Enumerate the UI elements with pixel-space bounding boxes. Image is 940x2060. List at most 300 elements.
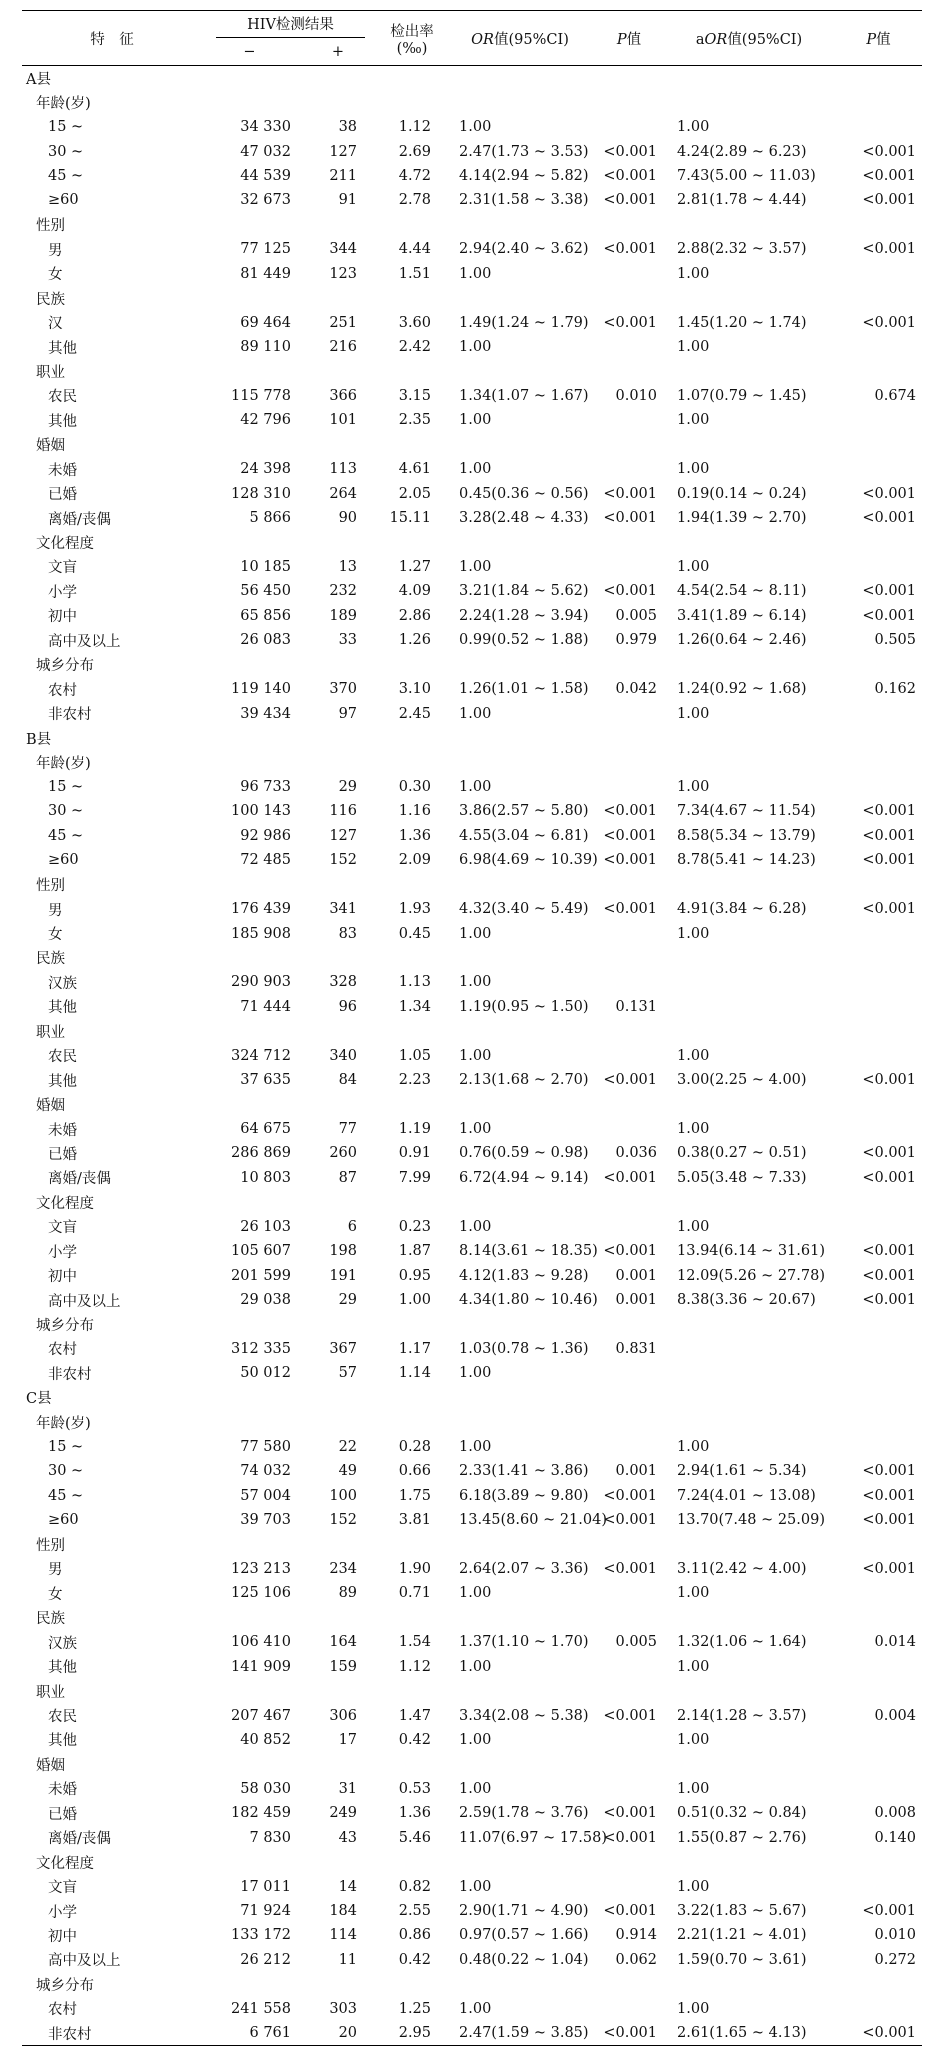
cell-rate: [379, 213, 445, 237]
cell-adjusted-p-value: <0.001: [862, 1463, 917, 1480]
cell-adjusted-p-value: <0.001: [862, 241, 917, 258]
cell-rate: [379, 530, 445, 554]
cell-adjusted-p-value: [835, 1874, 922, 1898]
cell-negative: 64 675: [240, 1121, 291, 1138]
cell-rate: 4.09: [398, 583, 432, 600]
cell-aor-ci: 3.22(1.83 ~ 5.67): [677, 1903, 807, 1920]
level-label: 初中: [48, 1269, 77, 1286]
cell-aor-ci: 8.58(5.34 ~ 13.79): [677, 827, 816, 844]
level-label: 其他: [48, 340, 77, 357]
cell-positive: [297, 433, 379, 457]
cell-negative: [202, 872, 297, 896]
cell-p-value: 0.010: [615, 387, 658, 404]
cell-p-value: [595, 1117, 663, 1141]
cell-aor-ci: [663, 359, 835, 383]
cell-or-ci: 0.76(0.59 ~ 0.98): [459, 1145, 589, 1162]
cell-negative: [202, 750, 297, 774]
cell-negative: [202, 1679, 297, 1703]
level-label: ≥60: [48, 852, 79, 869]
cell-p-value: [595, 66, 663, 91]
cell-or-ci: [445, 1850, 595, 1874]
cell-aor-ci: 4.24(2.89 ~ 6.23): [677, 143, 807, 160]
cell-p-value: [595, 775, 663, 799]
cell-positive: [297, 726, 379, 750]
cell-adjusted-p-value: [835, 946, 922, 970]
level-label: 农民: [48, 1049, 77, 1066]
level-label: 30 ~: [48, 1463, 84, 1480]
level-label: 文盲: [48, 560, 77, 577]
cell-aor-ci: 1.00: [677, 265, 710, 282]
table-row: [22, 1361, 922, 1385]
variable-row: [22, 1972, 922, 1996]
cell-negative: 77 125: [240, 241, 291, 258]
table-row: [22, 628, 922, 652]
cell-aor-ci: 1.59(0.70 ~ 3.61): [677, 1951, 807, 1968]
cell-positive: [297, 1386, 379, 1410]
variable-row: [22, 286, 922, 310]
cell-adjusted-p-value: [835, 872, 922, 896]
cell-or-ci: [445, 213, 595, 237]
cell-aor-ci: [663, 970, 835, 994]
cell-negative: 10 803: [240, 1169, 291, 1186]
table-row: [22, 604, 922, 628]
table-row: [22, 1508, 922, 1532]
cell-adjusted-p-value: [835, 921, 922, 945]
cell-or-ci: 1.00: [459, 925, 492, 942]
county-label: C县: [26, 1391, 52, 1408]
cell-negative: 10 185: [240, 558, 291, 575]
cell-negative: 286 869: [231, 1145, 291, 1162]
variable-row: [22, 946, 922, 970]
cell-rate: [379, 1092, 445, 1116]
cell-aor-ci: [663, 213, 835, 237]
cell-negative: 7 830: [249, 1829, 291, 1846]
cell-rate: [379, 1410, 445, 1434]
cell-p-value: 0.036: [615, 1145, 658, 1162]
cell-rate: [379, 66, 445, 91]
cell-positive: 33: [338, 632, 358, 649]
cell-aor-ci: 2.94(1.61 ~ 5.34): [677, 1463, 807, 1480]
cell-p-value: 0.131: [615, 998, 658, 1015]
cell-negative: 39 434: [240, 705, 291, 722]
cell-aor-ci: 1.00: [677, 461, 710, 478]
level-label: 汉族: [48, 975, 77, 992]
cell-negative: 105 607: [231, 1243, 291, 1260]
cell-aor-ci: 0.19(0.14 ~ 0.24): [677, 485, 807, 502]
cell-negative: [202, 946, 297, 970]
cell-positive: 211: [329, 167, 358, 184]
table-row: [22, 921, 922, 945]
cell-p-value: <0.001: [603, 143, 658, 160]
cell-positive: [297, 653, 379, 677]
cell-p-value: [595, 872, 663, 896]
cell-aor-ci: 1.26(0.64 ~ 2.46): [677, 632, 807, 649]
level-label: 非农村: [48, 1366, 92, 1383]
cell-negative: 37 635: [240, 1072, 291, 1089]
cell-adjusted-p-value: <0.001: [862, 1560, 917, 1577]
cell-rate: 1.12: [398, 1658, 432, 1675]
cell-aor-ci: 1.00: [677, 1121, 710, 1138]
header-hiv-group-label: HIV检测结果: [216, 13, 365, 38]
cell-rate: 4.61: [398, 461, 432, 478]
level-label: 高中及以上: [48, 1293, 121, 1310]
cell-positive: 198: [329, 1243, 358, 1260]
cell-p-value: [595, 115, 663, 139]
table-row: [22, 1630, 922, 1654]
cell-adjusted-p-value: [835, 1092, 922, 1116]
cell-rate: 2.05: [398, 485, 432, 502]
cell-p-value: [595, 1972, 663, 1996]
cell-adjusted-p-value: [835, 1728, 922, 1752]
cell-p-value: [595, 555, 663, 579]
cell-positive: 367: [329, 1340, 358, 1357]
cell-rate: 2.35: [398, 412, 432, 429]
cell-positive: 264: [329, 485, 358, 502]
variable-label: 职业: [36, 364, 65, 381]
cell-adjusted-p-value: [835, 408, 922, 432]
cell-or-ci: 1.00: [459, 265, 492, 282]
cell-p-value: <0.001: [603, 1487, 658, 1504]
cell-negative: 312 335: [231, 1340, 291, 1357]
cell-or-ci: 2.90(1.71 ~ 4.90): [459, 1903, 589, 1920]
cell-positive: [297, 359, 379, 383]
level-label: 45 ~: [48, 1487, 84, 1504]
cell-negative: 77 580: [240, 1438, 291, 1455]
cell-rate: 7.99: [398, 1169, 432, 1186]
cell-aor-ci: [663, 1092, 835, 1116]
cell-adjusted-p-value: [835, 433, 922, 457]
cell-negative: [202, 1410, 297, 1434]
header-rate: [379, 11, 445, 66]
cell-aor-ci: [663, 66, 835, 91]
cell-adjusted-p-value: [835, 335, 922, 359]
cell-p-value: [595, 1215, 663, 1239]
variable-row: [22, 433, 922, 457]
cell-rate: 3.10: [398, 681, 432, 698]
cell-rate: 1.87: [398, 1243, 432, 1260]
cell-adjusted-p-value: 0.008: [874, 1805, 917, 1822]
level-label: 高中及以上: [48, 1953, 121, 1970]
variable-label: 婚姻: [36, 438, 65, 455]
table-row: [22, 555, 922, 579]
level-label: 文盲: [48, 1880, 77, 1897]
table-row: [22, 1215, 922, 1239]
cell-positive: 29: [338, 1292, 358, 1309]
cell-aor-ci: 1.00: [677, 1047, 710, 1064]
cell-rate: 1.36: [398, 827, 432, 844]
cell-rate: 1.16: [398, 803, 432, 820]
table-row: [22, 115, 922, 139]
cell-positive: 260: [329, 1145, 358, 1162]
cell-adjusted-p-value: <0.001: [862, 827, 917, 844]
table-row: [22, 1654, 922, 1678]
cell-or-ci: 1.00: [459, 461, 492, 478]
cell-or-ci: 0.48(0.22 ~ 1.04): [459, 1951, 589, 1968]
table-row: [22, 139, 922, 163]
cell-p-value: [595, 1679, 663, 1703]
cell-p-value: <0.001: [603, 827, 658, 844]
cell-adjusted-p-value: [835, 66, 922, 91]
cell-adjusted-p-value: <0.001: [862, 1512, 917, 1529]
cell-or-ci: 1.00: [459, 558, 492, 575]
cell-rate: 2.42: [398, 339, 432, 356]
cell-aor-ci: 2.81(1.78 ~ 4.44): [677, 192, 807, 209]
cell-or-ci: [445, 90, 595, 114]
cell-aor-ci: 8.38(3.36 ~ 20.67): [677, 1292, 816, 1309]
variable-row: [22, 1606, 922, 1630]
variable-label: 城乡分布: [36, 1318, 94, 1335]
cell-negative: 290 903: [231, 974, 291, 991]
cell-adjusted-p-value: <0.001: [862, 143, 917, 160]
cell-p-value: <0.001: [603, 2025, 658, 2042]
level-label: 已婚: [48, 1806, 77, 1823]
cell-aor-ci: 1.24(0.92 ~ 1.68): [677, 681, 807, 698]
variable-row: [22, 90, 922, 114]
cell-or-ci: 2.59(1.78 ~ 3.76): [459, 1805, 589, 1822]
cell-positive: 22: [338, 1438, 358, 1455]
cell-rate: 4.72: [398, 167, 432, 184]
level-label: 汉族: [48, 1635, 77, 1652]
cell-negative: 324 712: [231, 1047, 291, 1064]
cell-adjusted-p-value: [835, 1850, 922, 1874]
cell-adjusted-p-value: <0.001: [862, 314, 917, 331]
variable-row: [22, 1752, 922, 1776]
cell-negative: 32 673: [240, 192, 291, 209]
cell-negative: [202, 359, 297, 383]
cell-positive: [297, 90, 379, 114]
cell-p-value: 0.001: [615, 1267, 658, 1284]
level-label: 初中: [48, 609, 77, 626]
cell-p-value: [595, 530, 663, 554]
cell-adjusted-p-value: <0.001: [862, 510, 917, 527]
cell-positive: 29: [338, 778, 358, 795]
cell-negative: 176 439: [231, 901, 291, 918]
cell-aor-ci: 1.00: [677, 925, 710, 942]
cell-adjusted-p-value: <0.001: [862, 1145, 917, 1162]
table-row: [22, 1899, 922, 1923]
cell-positive: 20: [338, 2025, 358, 2042]
cell-positive: 234: [329, 1560, 358, 1577]
cell-or-ci: [445, 872, 595, 896]
cell-rate: [379, 1190, 445, 1214]
cell-aor-ci: [663, 1312, 835, 1336]
cell-p-value: [595, 921, 663, 945]
cell-adjusted-p-value: [835, 1581, 922, 1605]
cell-rate: [379, 946, 445, 970]
cell-negative: 201 599: [231, 1267, 291, 1284]
cell-aor-ci: [663, 433, 835, 457]
cell-positive: 370: [329, 681, 358, 698]
header-or-rest: 值(95%CI): [493, 31, 569, 48]
cell-rate: 5.46: [398, 1829, 432, 1846]
cell-negative: 123 213: [231, 1560, 291, 1577]
county-row: [22, 66, 922, 91]
table-row: [22, 799, 922, 823]
cell-adjusted-p-value: <0.001: [862, 1487, 917, 1504]
cell-adjusted-p-value: [835, 359, 922, 383]
cell-adjusted-p-value: 0.162: [874, 681, 917, 698]
table-row: [22, 457, 922, 481]
cell-aor-ci: 1.00: [677, 1218, 710, 1235]
cell-p-value: <0.001: [603, 167, 658, 184]
cell-rate: 2.45: [398, 705, 432, 722]
cell-positive: [297, 1606, 379, 1630]
cell-or-ci: 1.00: [459, 1218, 492, 1235]
cell-positive: [297, 1532, 379, 1556]
level-label: 其他: [48, 1733, 77, 1750]
variable-row: [22, 213, 922, 237]
cell-aor-ci: [663, 1532, 835, 1556]
cell-or-ci: [445, 1312, 595, 1336]
cell-rate: [379, 726, 445, 750]
county-label: B县: [26, 731, 52, 748]
level-label: 其他: [48, 413, 77, 430]
cell-adjusted-p-value: [835, 530, 922, 554]
county-row: [22, 726, 922, 750]
table-row: [22, 1777, 922, 1801]
cell-p-value: <0.001: [603, 241, 658, 258]
level-label: 农村: [48, 682, 77, 699]
header-p2-italic: P: [866, 31, 877, 48]
cell-aor-ci: 7.43(5.00 ~ 11.03): [677, 167, 816, 184]
cell-positive: 17: [338, 1731, 358, 1748]
cell-or-ci: 2.47(1.59 ~ 3.85): [459, 2025, 589, 2042]
level-label: 男: [48, 242, 63, 259]
cell-negative: [202, 653, 297, 677]
cell-negative: 56 450: [240, 583, 291, 600]
cell-aor-ci: 4.91(3.84 ~ 6.28): [677, 901, 807, 918]
cell-negative: [202, 1606, 297, 1630]
cell-positive: 184: [329, 1903, 358, 1920]
table-row: [22, 1703, 922, 1727]
cell-negative: 34 330: [240, 119, 291, 136]
cell-negative: 58 030: [240, 1780, 291, 1797]
cell-adjusted-p-value: <0.001: [862, 901, 917, 918]
cell-rate: 0.53: [398, 1780, 432, 1797]
cell-or-ci: 1.00: [459, 1878, 492, 1895]
cell-adjusted-p-value: [835, 1044, 922, 1068]
level-label: 45 ~: [48, 167, 84, 184]
cell-rate: 0.86: [398, 1927, 432, 1944]
variable-row: [22, 653, 922, 677]
cell-rate: 1.36: [398, 1805, 432, 1822]
cell-p-value: [595, 1606, 663, 1630]
cell-p-value: 0.831: [615, 1340, 658, 1357]
level-label: 30 ~: [48, 803, 84, 820]
cell-or-ci: 1.00: [459, 1731, 492, 1748]
level-label: 小学: [48, 1244, 77, 1261]
cell-or-ci: 4.12(1.83 ~ 9.28): [459, 1267, 589, 1284]
cell-negative: 42 796: [240, 412, 291, 429]
cell-positive: 116: [329, 803, 358, 820]
table-row: [22, 701, 922, 725]
cell-positive: [297, 66, 379, 91]
cell-positive: 127: [329, 143, 358, 160]
cell-adjusted-p-value: <0.001: [862, 803, 917, 820]
variable-label: 婚姻: [36, 1098, 65, 1115]
cell-aor-ci: 1.07(0.79 ~ 1.45): [677, 387, 807, 404]
cell-adjusted-p-value: <0.001: [862, 485, 917, 502]
cell-rate: [379, 1386, 445, 1410]
cell-negative: 96 733: [240, 778, 291, 795]
cell-or-ci: 13.45(8.60 ~ 21.04): [459, 1512, 608, 1529]
cell-or-ci: [445, 1190, 595, 1214]
cell-positive: 127: [329, 827, 358, 844]
cell-aor-ci: 0.38(0.27 ~ 0.51): [677, 1145, 807, 1162]
variable-row: [22, 1019, 922, 1043]
table-row: [22, 970, 922, 994]
cell-negative: 89 110: [240, 339, 291, 356]
cell-p-value: [595, 90, 663, 114]
table-row: [22, 579, 922, 603]
table-row: [22, 1997, 922, 2021]
variable-label: 职业: [36, 1024, 65, 1041]
cell-or-ci: [445, 359, 595, 383]
cell-adjusted-p-value: [835, 262, 922, 286]
cell-rate: [379, 1679, 445, 1703]
cell-adjusted-p-value: [835, 1337, 922, 1361]
level-label: 其他: [48, 1073, 77, 1090]
level-label: 15 ~: [48, 119, 84, 136]
cell-aor-ci: [663, 653, 835, 677]
cell-rate: 0.28: [398, 1438, 432, 1455]
header-or-italic: OR: [471, 31, 494, 48]
variable-label: 年龄(岁): [36, 96, 91, 113]
cell-negative: 24 398: [240, 461, 291, 478]
cell-adjusted-p-value: [835, 555, 922, 579]
cell-rate: 0.82: [398, 1878, 432, 1895]
cell-or-ci: 1.00: [459, 1438, 492, 1455]
cell-negative: 26 212: [240, 1951, 291, 1968]
table-row: [22, 335, 922, 359]
cell-adjusted-p-value: [835, 1997, 922, 2021]
variable-row: [22, 1092, 922, 1116]
cell-or-ci: 11.07(6.97 ~ 17.58): [459, 1829, 608, 1846]
level-label: 45 ~: [48, 827, 84, 844]
level-label: 离婚/丧偶: [48, 1171, 111, 1188]
cell-positive: 340: [329, 1047, 358, 1064]
cell-negative: 71 924: [240, 1903, 291, 1920]
level-label: 小学: [48, 584, 77, 601]
cell-p-value: <0.001: [603, 1072, 658, 1089]
variable-row: [22, 359, 922, 383]
cell-rate: 0.91: [398, 1145, 432, 1162]
table-row: [22, 164, 922, 188]
cell-positive: 84: [338, 1072, 358, 1089]
cell-adjusted-p-value: <0.001: [862, 1267, 917, 1284]
table-row: [22, 775, 922, 799]
cell-adjusted-p-value: <0.001: [862, 583, 917, 600]
cell-p-value: [595, 946, 663, 970]
level-label: 农村: [48, 1342, 77, 1359]
cell-rate: 0.95: [398, 1267, 432, 1284]
cell-aor-ci: 1.00: [677, 1731, 710, 1748]
cell-adjusted-p-value: [835, 995, 922, 1019]
cell-p-value: [595, 1361, 663, 1385]
cell-negative: [202, 1386, 297, 1410]
cell-or-ci: 1.00: [459, 2000, 492, 2017]
cell-p-value: 0.979: [615, 632, 658, 649]
cell-rate: [379, 872, 445, 896]
cell-aor-ci: 1.00: [677, 1658, 710, 1675]
cell-p-value: 0.005: [615, 1634, 658, 1651]
table-row: [22, 1117, 922, 1141]
cell-or-ci: 2.24(1.28 ~ 3.94): [459, 607, 589, 624]
cell-adjusted-p-value: 0.272: [874, 1951, 917, 1968]
table-row: [22, 2021, 922, 2046]
cell-negative: 92 986: [240, 827, 291, 844]
cell-p-value: <0.001: [603, 192, 658, 209]
